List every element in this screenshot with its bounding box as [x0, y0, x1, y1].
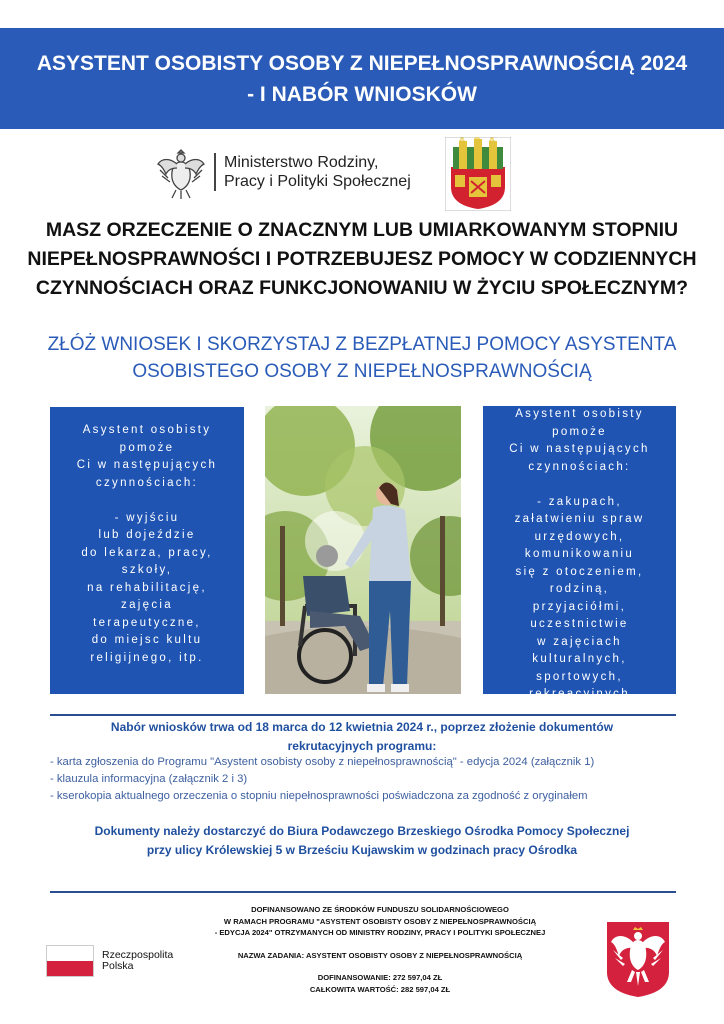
- rp-name: Rzeczpospolita Polska: [102, 949, 174, 972]
- photo-assistant-wheelchair: [265, 406, 461, 694]
- call-to-action: ZŁÓŻ WNIOSEK I SKORZYSTAJ Z BEZPŁATNEJ POMOCY ASYSTENTA OSOBISTEGO OSOBY Z NIEPEŁNOSPRAWNOŚCIĄ: [47, 334, 677, 382]
- documents-list: [50, 754, 680, 805]
- divider: [50, 714, 676, 716]
- left-info-box: [50, 407, 244, 694]
- headline-question: MASZ ORZECZENIE O ZNACZNYM LUB UMIARKOWANYM STOPNIU NIEPEŁNOSPRAWNOŚCI I POTRZEBUJESZ POMOCY W CODZIENNYCH CZYNNOŚCIACH ORAZ FUNKCJONOWANIU W ŻYCIU SPOŁECZNYM?: [27, 219, 697, 299]
- box-item: w zajęciach: [537, 635, 622, 648]
- delivery-info: Dokumenty należy dostarczyć do Biura Podawczego Brzeskiego Ośrodka Pomocy Społecznej przy ulicy Królewskiej 5 w Brześciu Kujawskim w godzinach pracy Ośrodka: [94, 824, 630, 857]
- box-item: sportowych,: [536, 670, 623, 683]
- page-title: ASYSTENT OSOBISTY OSOBY Z NIEPEŁNOSPRAWNOŚCIĄ 2024 - I NABÓR WNIOSKÓW: [36, 51, 688, 106]
- list-item: - karta zgłoszenia do Programu "Asystent osobisty osoby z niepełnosprawnością" - edycja 2024 (załącznik 1): [50, 756, 595, 768]
- box-item: religijnego, itp.: [90, 651, 204, 664]
- box-text: pomoże: [552, 425, 607, 438]
- box-item: się z otoczeniem,: [515, 565, 644, 578]
- box-text: czynnościach:: [95, 476, 199, 489]
- divider: [50, 891, 676, 893]
- task-name: NAZWA ZADANIA: ASYSTENT OSOBISTY OSOBY Z NIEPEŁNOSPRAWNOŚCIĄ: [237, 950, 523, 960]
- total-amount: CAŁKOWITA WARTOŚĆ: 282 597,04 ZŁ: [309, 984, 451, 994]
- box-item: urzędowych,: [534, 530, 625, 543]
- city-crest-icon: [445, 137, 511, 211]
- rp-logo: [46, 944, 196, 978]
- box-text: Ci w następujących: [76, 459, 218, 471]
- white-eagle-icon: [156, 144, 206, 200]
- polish-flag-icon: [46, 945, 94, 977]
- box-item: komunikowaniu: [524, 548, 635, 560]
- box-text: Asystent osobisty: [82, 424, 212, 436]
- box-item: zajęcia: [121, 599, 173, 611]
- list-item: - klauzula informacyjna (załącznik 2 i 3): [50, 773, 248, 785]
- box-item: terapeutyczne,: [93, 616, 201, 629]
- ministry-logo: [156, 143, 418, 201]
- funding-info: DOFINANSOWANO ZE ŚRODKÓW FUNDUSZU SOLIDARNOŚCIOWEGO W RAMACH PROGRAMU "ASYSTENT OSOBISTY OSOBY Z NIEPEŁNOSPRAWNOŚCIĄ - EDYCJA 2024" OTRZYMANYCH OD MINISTRY RODZINY, PRACY I POLITYKI SPOŁECZNEJ NAZWA ZADANIA: ASYSTENT OSOBISTY OSOBY Z NIEPEŁNOSPRAWNOŚCIĄ DOFINANSOWANIE: 272 597,04 ZŁ CAŁKOWITA WARTOŚĆ: 282 597,04 ZŁ: [180, 904, 580, 996]
- list-item: - kserokopia aktualnego orzeczenia o stopniu niepełnosprawności poświadczona za zgodność z oryginałem: [50, 790, 588, 802]
- ministry-name: Ministerstwo Rodziny, Pracy i Polityki Społecznej: [214, 153, 411, 191]
- box-item: załatwieniu spraw: [514, 513, 645, 525]
- box-item: - zakupach,: [537, 495, 622, 508]
- box-item: uczestnictwie: [530, 618, 629, 630]
- box-item: do lekarza, pracy,: [81, 546, 213, 559]
- box-item: rekreacyjnych: [529, 688, 630, 700]
- box-item: do miejsc kultu: [91, 634, 203, 646]
- cofunding-amount: DOFINANSOWANIE: 272 597,04 ZŁ: [317, 973, 443, 983]
- right-info-box: [483, 406, 676, 700]
- application-period: Nabór wniosków trwa od 18 marca do 12 kwietnia 2024 r., poprzez złożenie dokumentów rekrutacyjnych programu:: [110, 720, 614, 753]
- polish-emblem-icon: [605, 920, 671, 999]
- title-banner: [0, 28, 724, 129]
- box-item: na rehabilitację,: [87, 581, 207, 594]
- box-item: lub dojeździe: [98, 529, 196, 541]
- box-text: Asystent osobisty: [515, 408, 644, 420]
- box-text: Ci w następujących: [509, 443, 650, 455]
- box-text: pomoże: [119, 441, 175, 454]
- box-text: czynnościach:: [528, 460, 631, 473]
- box-item: kulturalnych,: [532, 653, 627, 665]
- box-item: szkoły,: [121, 564, 173, 576]
- box-item: - wyjściu: [114, 511, 180, 524]
- box-item: rodziną,: [549, 583, 610, 595]
- box-item: przyjaciółmi,: [532, 600, 627, 613]
